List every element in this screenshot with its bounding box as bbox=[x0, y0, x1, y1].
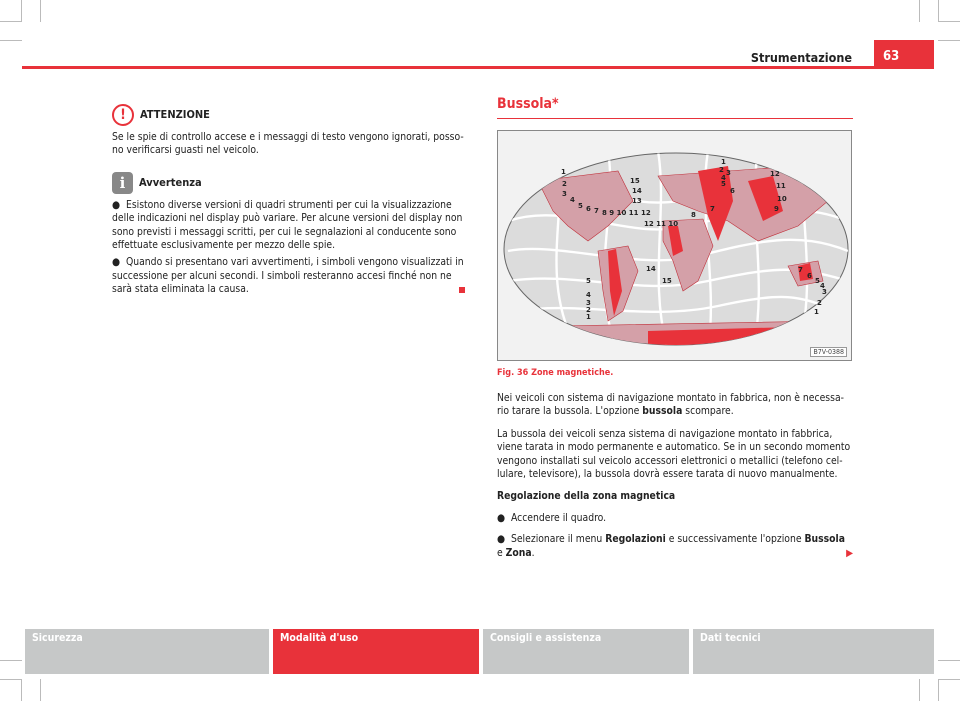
crop-mark bbox=[938, 40, 960, 41]
zone-label: 13 bbox=[632, 197, 642, 205]
zone-label: 8 9 10 11 12 bbox=[602, 209, 651, 217]
zone-label: 6 bbox=[807, 272, 812, 280]
zone-label: 1 bbox=[586, 313, 591, 321]
zone-label: 11 bbox=[776, 182, 786, 190]
menu-regolazioni: Regolazioni bbox=[605, 533, 666, 546]
p1-text-a: Nei veicoli con sistema di navigazione montato in fabbrica, non è necessa-rio tarare la bussola. L'opzione bbox=[497, 392, 844, 418]
page-number: 63 bbox=[874, 40, 934, 66]
zone-label: 8 bbox=[691, 211, 696, 219]
avvertenza-bullet: ● Esistono diverse versioni di quadri strumenti per cui la visualizzazione delle indicazioni nel display può variare. Per alcune versioni del display non sono previsti i messaggi scritti, per cui le segnalazioni al conducente sono effettuate esclusivamente per mezzo delle spie. bbox=[112, 198, 463, 252]
avvertenza-bullet: ● Quando si presentano vari avvertimenti, i simboli vengono visualizzati in successione per alcuni secondi. I simboli resteranno accesi finché non ne sarà stata eliminata la causa. bbox=[112, 256, 464, 296]
crop-mark bbox=[40, 0, 41, 22]
zone-label: 4 bbox=[570, 196, 575, 204]
paragraph-1 bbox=[497, 392, 853, 419]
step-1-text: Accendere il quadro. bbox=[510, 511, 607, 524]
zone-label: 1 bbox=[721, 158, 726, 166]
step-2-text-e: e bbox=[497, 546, 506, 559]
zone-label: 3 bbox=[726, 169, 731, 177]
zone-label: 2 bbox=[586, 306, 591, 314]
subheading: Regolazione della zona magnetica bbox=[497, 490, 676, 503]
right-column-header bbox=[497, 98, 853, 131]
zone-label: 7 bbox=[594, 207, 599, 215]
zone-label: 5 bbox=[586, 277, 591, 285]
avvertenza-heading bbox=[112, 172, 465, 194]
crop-mark bbox=[0, 679, 22, 680]
section-end-mark bbox=[459, 287, 465, 293]
zone-label: 15 bbox=[662, 277, 672, 285]
magnetic-zones-figure bbox=[497, 130, 852, 361]
zone-label: 5 bbox=[721, 180, 726, 188]
zone-label: 14 bbox=[646, 265, 656, 273]
crop-mark bbox=[938, 679, 939, 701]
footer-tab-modalita-uso[interactable]: Modalità d'uso bbox=[273, 629, 479, 674]
zone-label: 3 bbox=[562, 190, 567, 198]
zone-label: 5 bbox=[578, 202, 583, 210]
zone-label: 1 bbox=[814, 308, 819, 316]
step-2-text-c: e successivamente l'opzione bbox=[665, 533, 805, 546]
figure-caption: Fig. 36 Zone magnetiche. bbox=[497, 368, 614, 378]
zone-label: 4 bbox=[820, 282, 825, 290]
zone-label: 12 bbox=[770, 170, 780, 178]
crop-mark bbox=[938, 679, 960, 680]
zone-label: 6 bbox=[586, 205, 591, 213]
step-1: ● Accendere il quadro. bbox=[497, 511, 607, 524]
attenzione-heading bbox=[112, 104, 465, 126]
crop-mark bbox=[0, 660, 22, 661]
section-title: Bussola* bbox=[497, 96, 559, 112]
left-column bbox=[112, 104, 465, 301]
crop-mark bbox=[919, 0, 920, 22]
footer-tab-consigli-assistenza[interactable]: Consigli e assistenza bbox=[483, 629, 689, 674]
zone-label: 3 bbox=[586, 299, 591, 307]
zone-label: 12 11 10 bbox=[644, 220, 679, 228]
crop-mark bbox=[919, 679, 920, 701]
attenzione-title: ATTENZIONE bbox=[140, 108, 210, 122]
zone-label: 2 bbox=[562, 180, 567, 188]
p1-text-c: scompare. bbox=[682, 405, 734, 418]
zone-label: 7 bbox=[798, 266, 803, 274]
section-rule bbox=[497, 118, 853, 119]
avvertenza-title: Avvertenza bbox=[139, 176, 202, 190]
step-2-text-a: Selezionare il menu bbox=[510, 533, 606, 546]
option-bussola: Bussola bbox=[804, 533, 845, 546]
footer-tab-dati-tecnici[interactable]: Dati tecnici bbox=[693, 629, 934, 674]
zone-label: 3 bbox=[822, 288, 827, 296]
zone-label: 6 bbox=[730, 187, 735, 195]
zone-label: 9 bbox=[774, 205, 779, 213]
crop-mark bbox=[21, 679, 22, 701]
zone-label: 2 bbox=[817, 299, 822, 307]
warning-icon: ! bbox=[112, 104, 134, 126]
bullet-text: Esistono diverse versioni di quadri strumenti per cui la visualizzazione delle indicazioni nel display può variare. Per alcune versioni del display non sono previsti i messaggi scritti, per cui le segnalazioni al conducente sono effettuate esclusivamente per mezzo delle spie. bbox=[112, 198, 463, 252]
zone-label: 1 bbox=[561, 168, 566, 176]
zone-label: 4 bbox=[721, 174, 726, 182]
crop-mark bbox=[40, 679, 41, 701]
p1-keyword: bussola bbox=[642, 405, 683, 418]
step-2: ● Selezionare il menu Regolazioni e successivamente l'opzione Bussola e Zona. ▶ bbox=[497, 533, 853, 559]
crop-mark bbox=[938, 21, 960, 22]
step-2-text-g: . bbox=[531, 546, 535, 559]
zone-label: 10 bbox=[777, 195, 787, 203]
crop-mark bbox=[0, 21, 22, 22]
zone-label: 7 bbox=[710, 205, 715, 213]
zone-label: 4 bbox=[586, 291, 591, 299]
continue-arrow-icon: ▶ bbox=[846, 547, 853, 559]
crop-mark bbox=[938, 0, 939, 22]
attenzione-text: Se le spie di controllo accese e i messaggi di testo vengono ignorati, posso-no verificarsi guasti nel veicolo. bbox=[112, 131, 464, 157]
header-title: Strumentazione bbox=[750, 50, 852, 65]
zone-label: 2 bbox=[719, 166, 724, 174]
paragraph-2: La bussola dei veicoli senza sistema di navigazione montato in fabbrica, viene tarata in modo permanente e automatico. Se in un secondo momento vengono installati sul veicolo accessori elettronici o metallici (telefono cel-lulare, televisore), la bussola dovrà essere tarata di nuovo manualmente. bbox=[497, 427, 851, 481]
crop-mark bbox=[21, 0, 22, 22]
crop-mark bbox=[0, 40, 22, 41]
info-icon: i bbox=[112, 172, 133, 194]
header-rule bbox=[22, 66, 934, 69]
footer-tab-sicurezza[interactable]: Sicurezza bbox=[25, 629, 269, 674]
zone-label: 14 bbox=[632, 187, 642, 195]
crop-mark bbox=[938, 660, 960, 661]
zone-label: 5 bbox=[815, 277, 820, 285]
world-map-svg bbox=[498, 131, 852, 361]
right-body bbox=[497, 392, 853, 564]
zone-label: 15 bbox=[630, 177, 640, 185]
figure-code: B7V-0388 bbox=[810, 347, 847, 357]
bullet-text: Quando si presentano vari avvertimenti, i simboli vengono visualizzati in successione per alcuni secondi. I simboli resteranno accesi finché non ne sarà stata eliminata la causa. bbox=[112, 256, 464, 296]
option-zona: Zona bbox=[505, 546, 532, 559]
